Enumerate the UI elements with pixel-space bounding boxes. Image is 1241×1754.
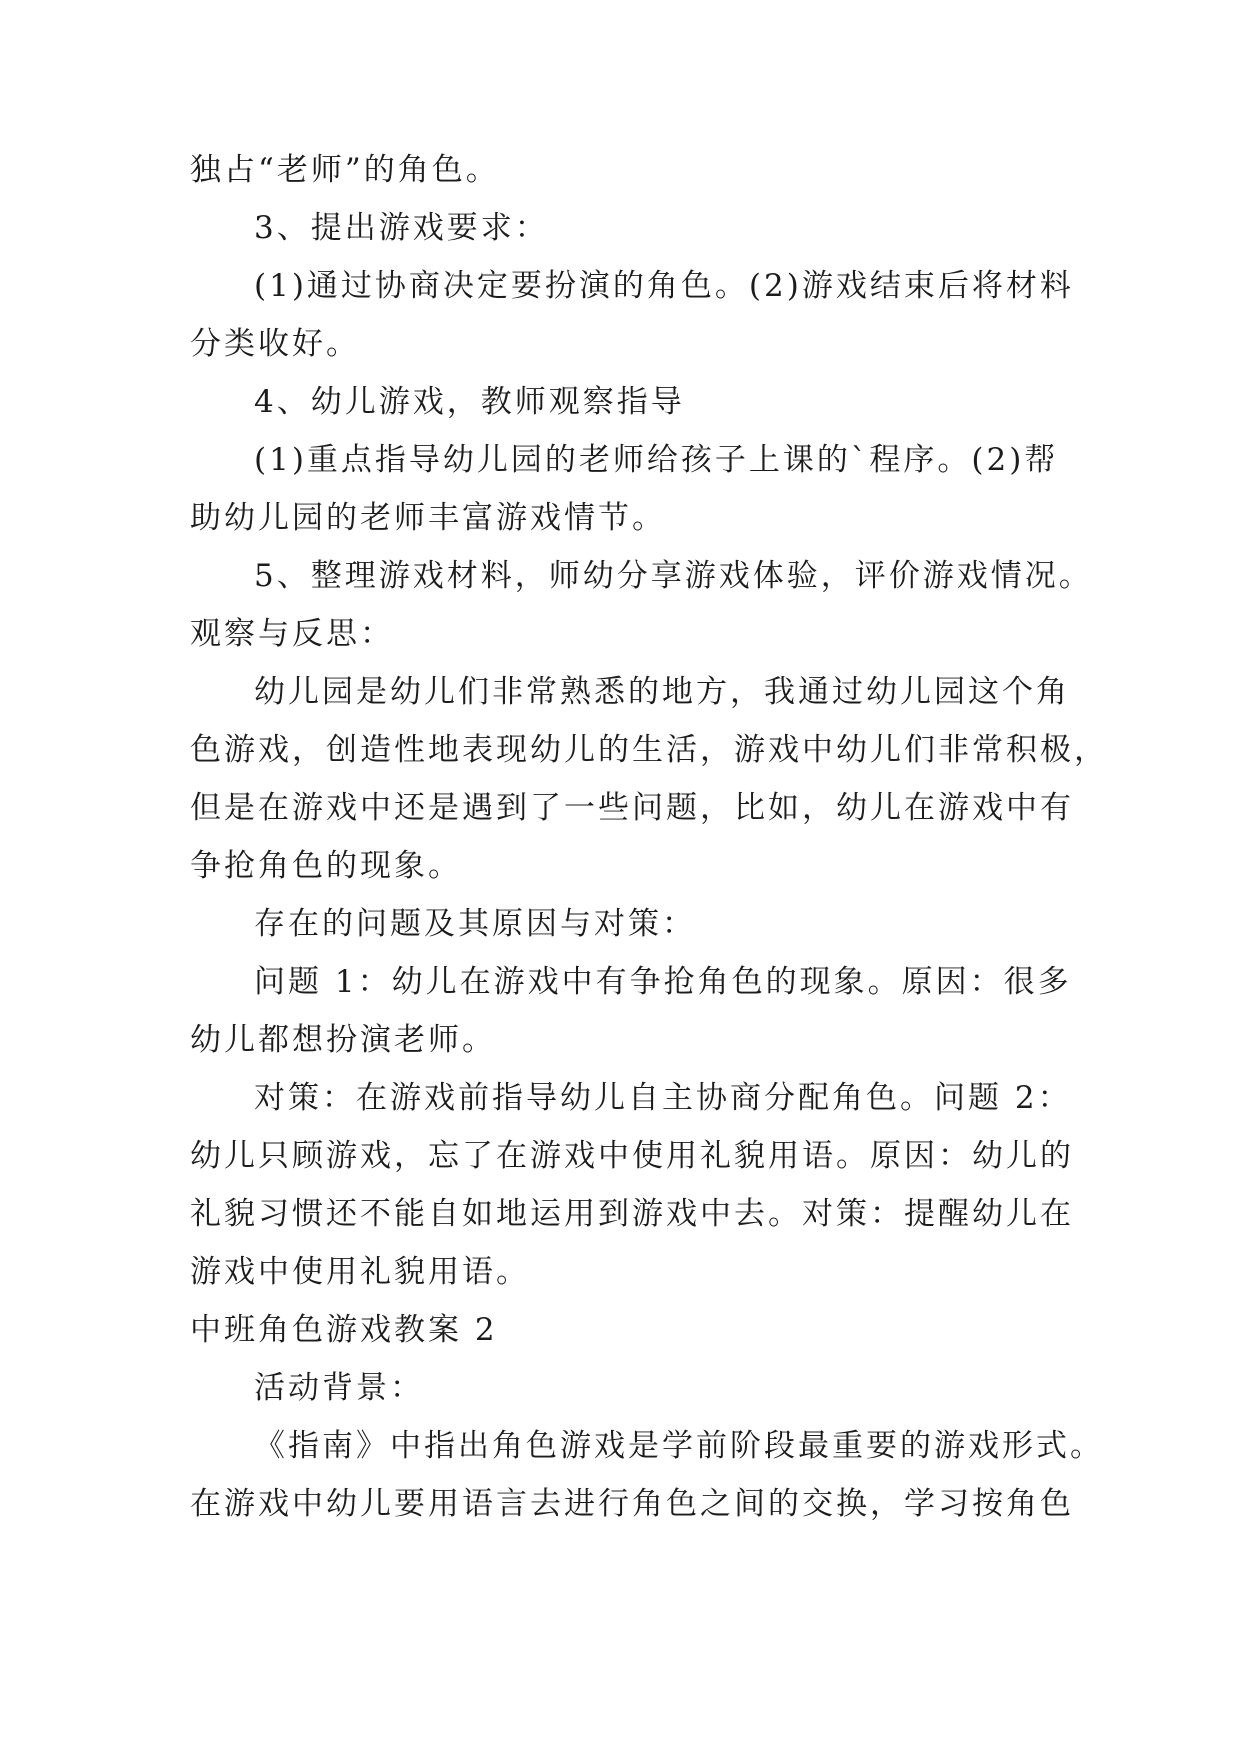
- text-line: 独占“老师”的角色。: [190, 152, 500, 188]
- text-line: 分类收好。: [190, 326, 360, 362]
- text-line: (1)重点指导幼儿园的老师给孩子上课的`程序。(2)帮: [254, 442, 1059, 478]
- text-line: 4、幼儿游戏，教师观察指导: [254, 384, 685, 420]
- text-line: 游戏中使用礼貌用语。: [190, 1254, 530, 1290]
- text-line: (1)通过协商决定要扮演的角色。(2)游戏结束后将材料: [254, 268, 1074, 304]
- text-line: 《指南》中指出角色游戏是学前阶段最重要的游戏形式。: [254, 1428, 1104, 1464]
- text-line: 3、提出游戏要求：: [254, 210, 549, 246]
- text-line: 但是在游戏中还是遇到了一些问题，比如，幼儿在游戏中有: [190, 790, 1074, 826]
- text-line: 问题 1：幼儿在游戏中有争抢角色的现象。原因：很多: [254, 964, 1072, 1000]
- text-line: 幼儿园是幼儿们非常熟悉的地方，我通过幼儿园这个角: [254, 674, 1070, 710]
- text-line: 5、整理游戏材料，师幼分享游戏体验，评价游戏情况。: [254, 558, 1093, 594]
- text-line: 争抢角色的现象。: [190, 848, 462, 884]
- text-line: 色游戏，创造性地表现幼儿的生活，游戏中幼儿们非常积极，: [190, 732, 1108, 768]
- text-line: 助幼儿园的老师丰富游戏情节。: [190, 500, 666, 536]
- text-line: 观察与反思：: [190, 616, 394, 652]
- text-line: 礼貌习惯还不能自如地运用到游戏中去。对策：提醒幼儿在: [190, 1196, 1074, 1232]
- text-line: 幼儿都想扮演老师。: [190, 1022, 496, 1058]
- section-heading: 中班角色游戏教案 2: [190, 1312, 498, 1348]
- text-line: 活动背景：: [254, 1370, 424, 1406]
- text-line: 对策：在游戏前指导幼儿自主协商分配角色。问题 2：: [254, 1080, 1072, 1116]
- text-line: 幼儿只顾游戏，忘了在游戏中使用礼貌用语。原因：幼儿的: [190, 1138, 1074, 1174]
- text-line: 存在的问题及其原因与对策：: [254, 906, 696, 942]
- text-line: 在游戏中幼儿要用语言去进行角色之间的交换，学习按角色: [190, 1486, 1074, 1522]
